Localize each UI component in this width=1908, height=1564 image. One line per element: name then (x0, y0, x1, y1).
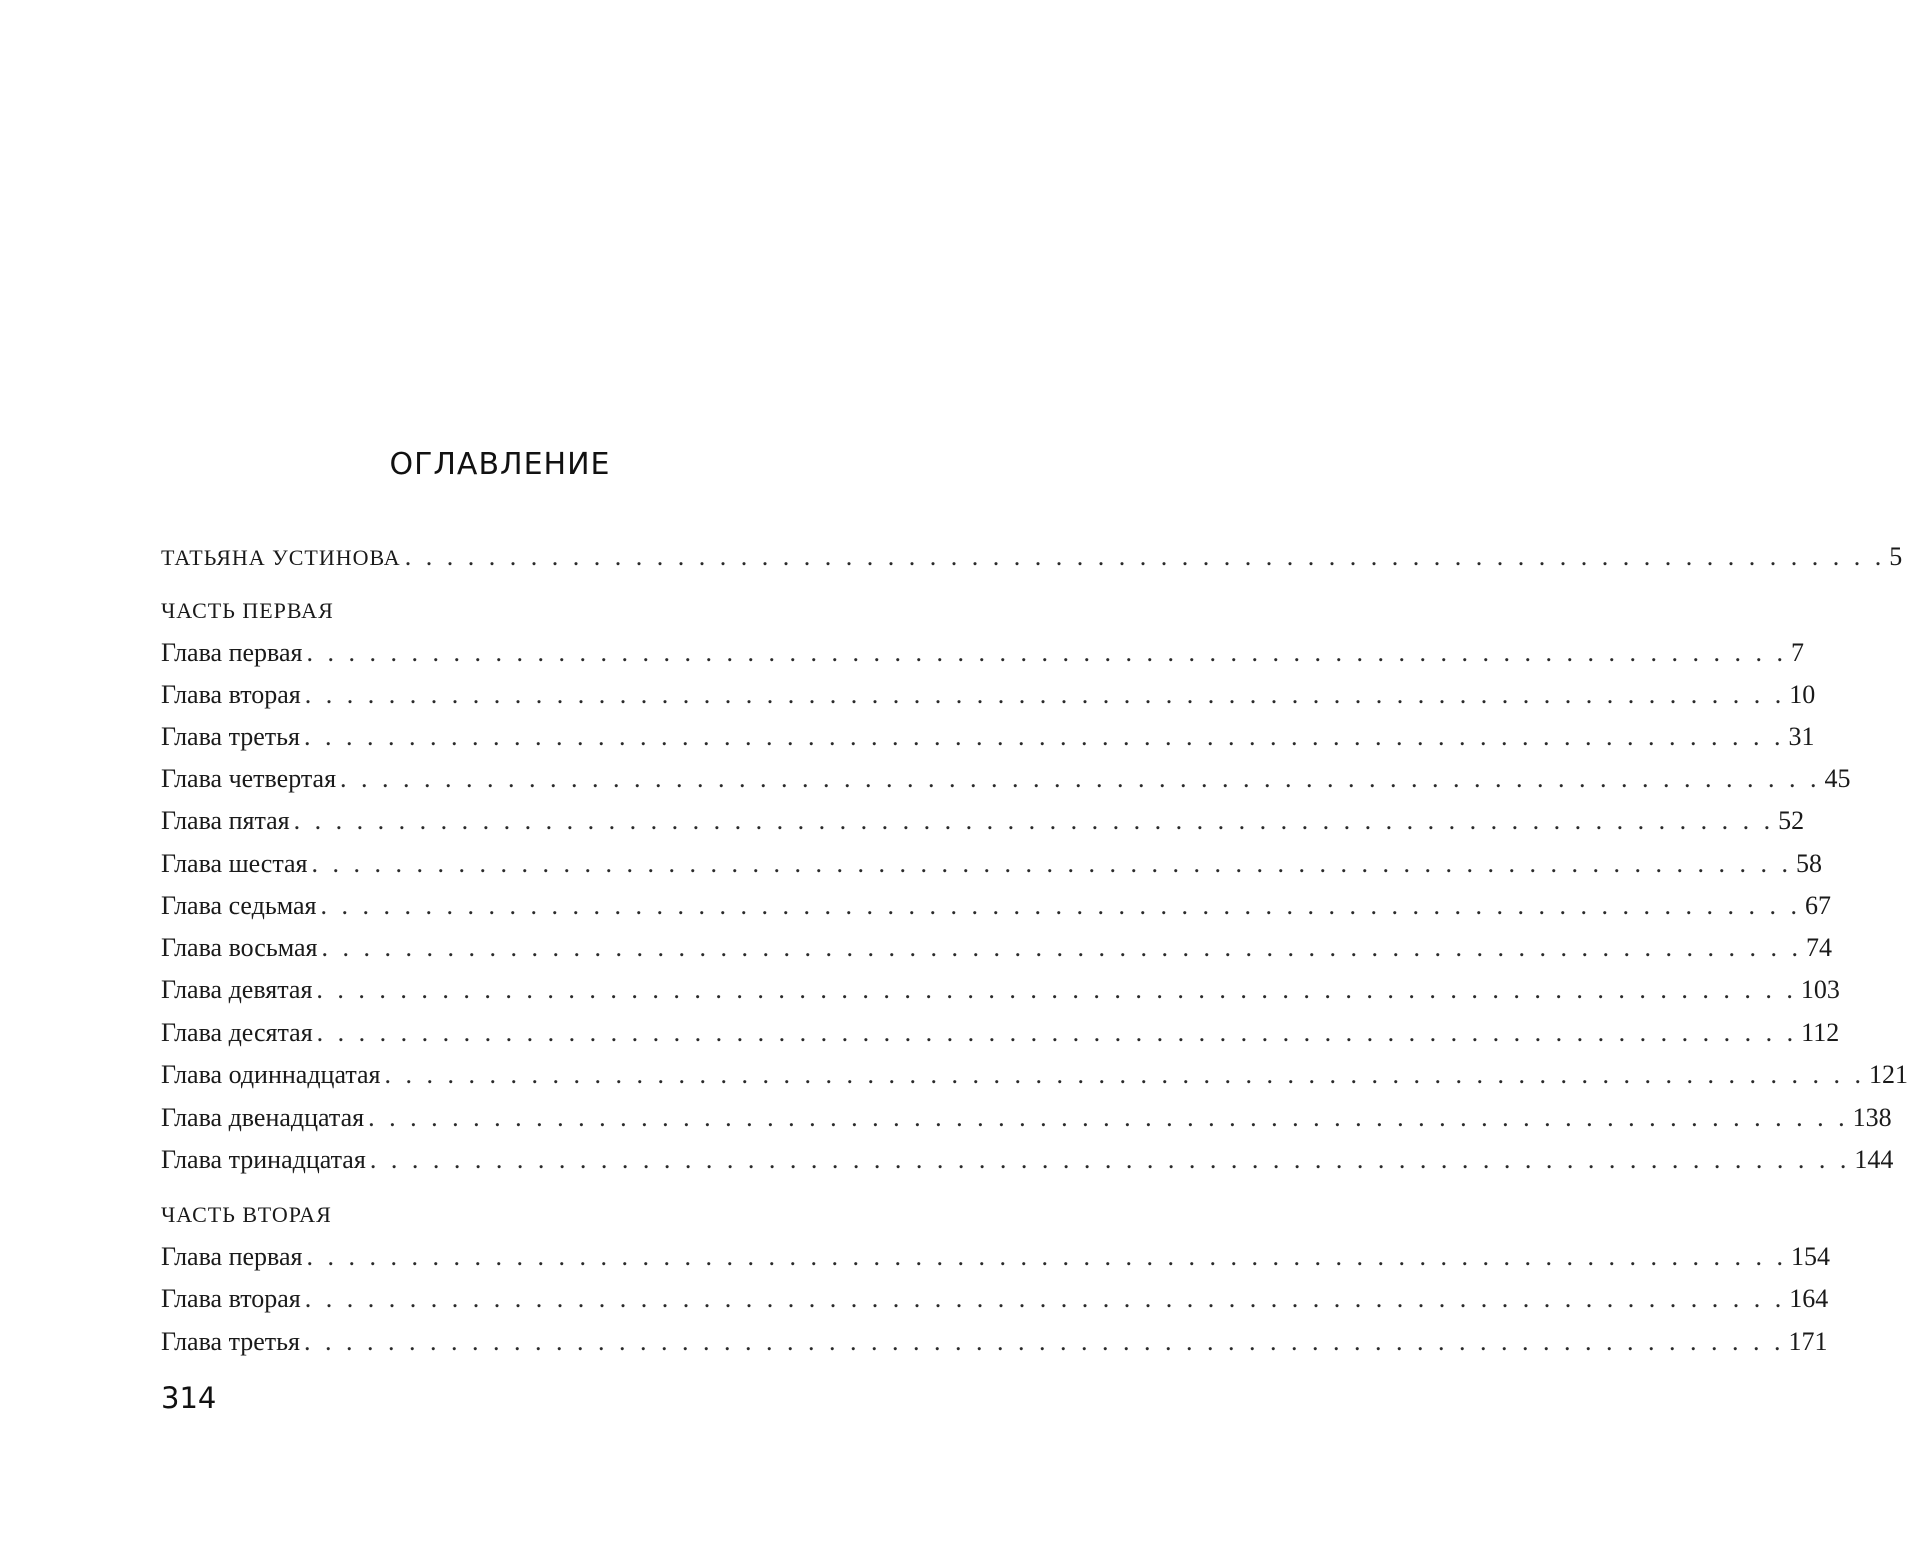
toc-entry-label: Глава десятая (161, 1018, 313, 1047)
dot-leader: . . . . . . . . . . . . . . . . . . . . . . . . . . . . . . . . . . . . . . . . . . . . . . . . . . . . . . . . . . . . . . . . . . . . . . . (384, 1060, 1866, 1089)
toc-entry-label: Глава третья (161, 1327, 300, 1356)
toc-entry (161, 1279, 1829, 1319)
dot-leader: . . . . . . . . . . . . . . . . . . . . . . . . . . . . . . . . . . . . . . . . . . . . . . . . . . . . . . . . . . . . . . . . . . . . . . . (304, 1284, 1786, 1313)
toc-entry-page: 121 (1869, 1060, 1908, 1089)
dot-leader: . . . . . . . . . . . . . . . . . . . . . . . . . . . . . . . . . . . . . . . . . . . . . . . . . . . . . . . . . . . . . . . . . . . . . . . (316, 1018, 1798, 1047)
dot-leader: . . . . . . . . . . . . . . . . . . . . . . . . . . . . . . . . . . . . . . . . . . . . . . . . . . . . . . . . . . . . . . . . . . . . . . . (303, 722, 1785, 751)
toc-entry-page: 74 (1805, 933, 1832, 962)
toc-entry-label: Глава девятая (161, 975, 313, 1004)
toc-entry-page: 103 (1800, 975, 1840, 1004)
toc-entry-label: Глава первая (161, 638, 303, 667)
dot-leader: . . . . . . . . . . . . . . . . . . . . . . . . . . . . . . . . . . . . . . . . . . . . . . . . . . . . . . . . . . . . . . . . . . . . . . . (306, 638, 1787, 667)
page-number: 314 (161, 1381, 217, 1415)
toc-entry-label: ТАТЬЯНА УСТИНОВА (161, 545, 401, 570)
dot-leader: . . . . . . . . . . . . . . . . . . . . . . . . . . . . . . . . . . . . . . . . . . . . . . . . . . . . . . . . . . . . . . . . . . . . . . . (368, 1103, 1849, 1132)
toc-entry-label: Глава вторая (161, 680, 301, 709)
toc-entry-page: 138 (1852, 1103, 1892, 1132)
toc-entry-page: 31 (1788, 722, 1815, 751)
toc-entry-label: Глава третья (161, 722, 300, 751)
toc-entry (161, 1098, 1892, 1138)
toc-entry-label: Глава тринадцатая (161, 1145, 366, 1174)
dot-leader: . . . . . . . . . . . . . . . . . . . . . . . . . . . . . . . . . . . . . . . . . . . . . . . . . . . . . . . . . . . . . . . . . . . . . . . (306, 1242, 1787, 1271)
dot-leader: . . . . . . . . . . . . . . . . . . . . . . . . . . . . . . . . . . . . . . . . . . . . . . . . . . . . . . . . . . . . . . . . . . . . . . . (321, 933, 1802, 962)
toc-entry-label: Глава одиннадцатая (161, 1060, 381, 1089)
dot-leader: . . . . . . . . . . . . . . . . . . . . . . . . . . . . . . . . . . . . . . . . . . . . . . . . . . . . . . . . . . . . . . . . . . . . . . . (311, 849, 1792, 878)
toc-entry-label: Глава четвертая (161, 764, 337, 793)
toc-entry-intro (161, 537, 1903, 577)
toc-entry-page: 144 (1854, 1145, 1894, 1174)
toc-entry-label: Глава вторая (161, 1284, 301, 1313)
toc-entry (161, 801, 1805, 841)
toc-entry (161, 886, 1831, 926)
toc-entry-page: 5 (1889, 542, 1903, 571)
toc-entry-label: Глава пятая (161, 806, 290, 835)
dot-leader: . . . . . . . . . . . . . . . . . . . . . . . . . . . . . . . . . . . . . . . . . . . . . . . . . . . . . . . . . . . . . . . . . . . . . . . (369, 1145, 1851, 1174)
toc-entry-page: 67 (1804, 891, 1831, 920)
toc-entry-label: Глава шестая (161, 849, 308, 878)
toc-entry (161, 928, 1832, 968)
toc-entry-page: 45 (1824, 764, 1851, 793)
toc-title: ОГЛАВЛЕНИЕ (389, 447, 611, 482)
toc-entry (161, 1237, 1830, 1277)
toc-entry-label: Глава восьмая (161, 933, 318, 962)
toc-entry (161, 759, 1851, 799)
toc-entry-page: 112 (1801, 1018, 1840, 1047)
dot-leader: . . . . . . . . . . . . . . . . . . . . . . . . . . . . . . . . . . . . . . . . . . . . . . . . . . . . . . . . . . . . . . . . . . . . . . . (303, 1327, 1785, 1356)
toc-entry-label: Глава седьмая (161, 891, 317, 920)
toc-entry-page: 10 (1789, 680, 1816, 709)
dot-leader: . . . . . . . . . . . . . . . . . . . . . . . . . . . . . . . . . . . . . . . . . . . . . . . . . . . . . . . . . . . . . . . . . . . . . . . (293, 806, 1775, 835)
dot-leader: . . . . . . . . . . . . . . . . . . . . . . . . . . . . . . . . . . . . . . . . . . . . . . . . . . . . . . . . . . . . . . . . . . . . . . . (340, 764, 1821, 793)
toc-entry-label: Глава первая (161, 1242, 303, 1271)
toc-entry-page: 52 (1778, 806, 1805, 835)
toc-entry-page: 154 (1790, 1242, 1830, 1271)
toc-entry-page: 171 (1788, 1327, 1828, 1356)
dot-leader: . . . . . . . . . . . . . . . . . . . . . . . . . . . . . . . . . . . . . . . . . . . . . . . . . . . . . . . . . . . . . . . . . . . . . . . (316, 975, 1797, 1004)
toc-entry-page: 164 (1789, 1284, 1829, 1313)
toc-entry (161, 717, 1815, 757)
toc-entry (161, 1140, 1894, 1180)
toc-entry (161, 1013, 1840, 1053)
toc-entry (161, 970, 1840, 1010)
toc-entry (161, 1055, 1908, 1095)
toc-entry (161, 844, 1822, 884)
toc-entry-page: 58 (1796, 849, 1822, 878)
dot-leader: . . . . . . . . . . . . . . . . . . . . . . . . . . . . . . . . . . . . . . . . . . . . . . . . . . . . . . . . . . . . . . . . . . . . . . . (320, 891, 1801, 920)
toc-entry-label: Глава двенадцатая (161, 1103, 365, 1132)
toc-entry (161, 633, 1804, 673)
section-heading-part1: ЧАСТЬ ПЕРВАЯ (161, 598, 334, 623)
section-heading-part2: ЧАСТЬ ВТОРАЯ (161, 1202, 332, 1227)
toc-entry (161, 1322, 1828, 1362)
dot-leader: . . . . . . . . . . . . . . . . . . . . . . . . . . . . . . . . . . . . . . . . . . . . . . . . . . . . . . . . . . . . . . . . . . . . . . . (404, 542, 1886, 571)
toc-entry-page: 7 (1790, 638, 1804, 667)
dot-leader: . . . . . . . . . . . . . . . . . . . . . . . . . . . . . . . . . . . . . . . . . . . . . . . . . . . . . . . . . . . . . . . . . . . . . . . (304, 680, 1786, 709)
toc-entry (161, 675, 1816, 715)
